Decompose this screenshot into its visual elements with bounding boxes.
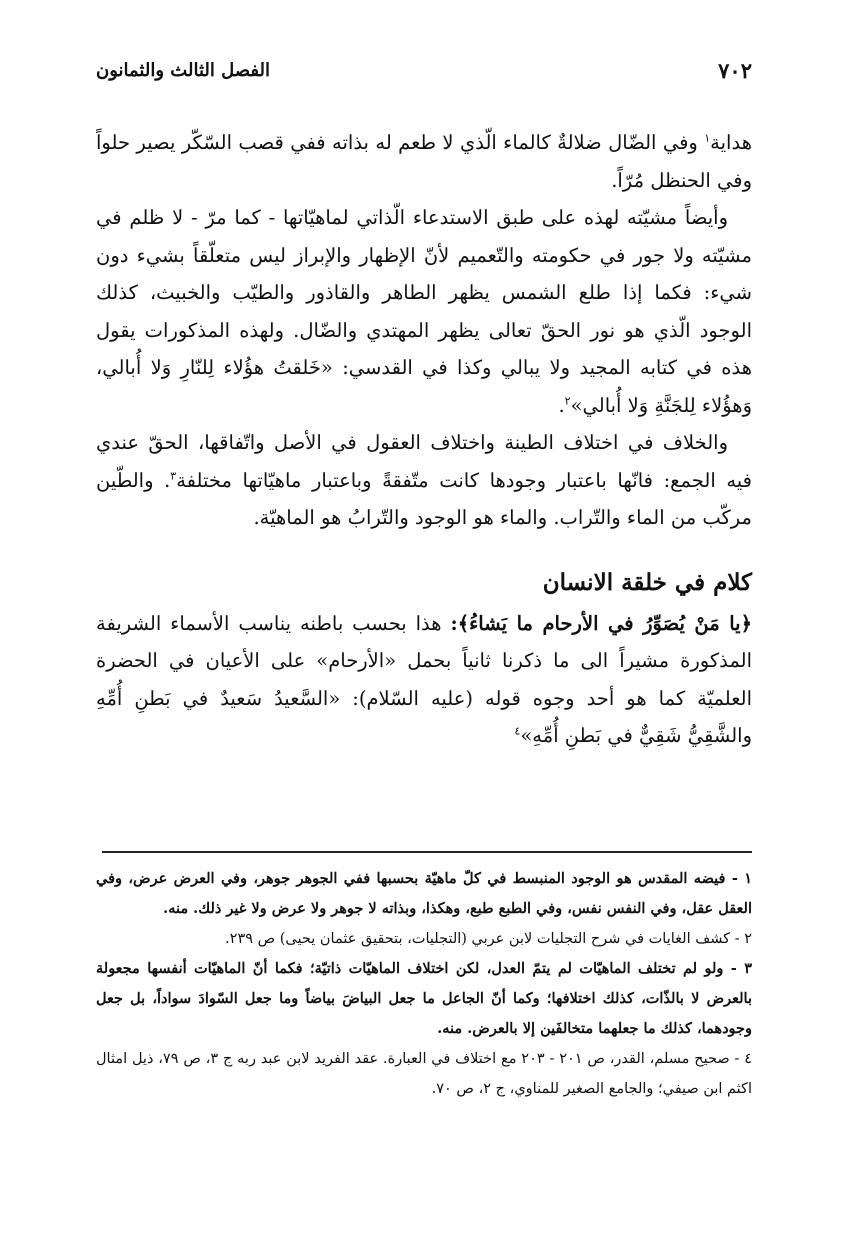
quranic-verse: ﴿يا مَنْ يُصَوِّرُ في الأرحام ما يَشاءُ﴾: <box>450 611 752 635</box>
book-page <box>96 0 752 1247</box>
page-number: ٧٠٢ <box>718 58 752 83</box>
footnote-separator <box>102 851 752 853</box>
footnote-2: ٢ - كشف الغايات في شرح التجليات لابن عربي (التجليات، بتحقيق عثمان يحيى) ص ٢٣٩. <box>225 931 752 947</box>
paragraph-3: والخلاف في اختلاف الطينة واختلاف العقول في الأصل واتّفاقها، الحقّ عندي فيه الجمع: فانّها باعتبار وجودها كانت متّفقةً وباعتبار ماهيّاتها مختلفة$^٣$. والطّين مركّب من الماء والتّراب. والماء هو الوجود والتّرابُ هو الماهيّة. <box>96 431 752 529</box>
main-text <box>96 124 752 755</box>
footnote-ref-4: ٤ <box>514 724 521 738</box>
paragraph-4: ﴿يا مَنْ يُصَوِّرُ في الأرحام ما يَشاءُ﴾: هذا بحسب باطنه يناسب الأسماء الشريفة المذكورة مشيراً الى ما ذكرنا ثانياً بحمل «الأرحام» على الأعيان في الحضرة العلميّة كما هو أحد وجوه قوله (عليه السّلام): «السَّعيدُ سَعيدٌ في بَطنِ أُمِّهِ والشَّقِيُّ شَقِيٌّ في بَطنِ أُمِّهِ»$^٤$ <box>96 611 753 747</box>
footnotes <box>96 864 752 1104</box>
footnote-1: ١ - فيضه المقدس هو الوجود المنبسط في كلّ ماهيّة بحسبها ففي الجوهر جوهر، وفي العرض عرض، وفي العقل عقل، وفي النفس نفس، وفي الطبع طبع، وهكذا، وبذاته لا جوهر ولا عرض ولا غير ذلك. منه. <box>96 870 752 917</box>
paragraph-1: هداية$^١$ وفي الضّال ضلالةٌ كالماء الّذي لا طعم له بذاته ففي قصب السّكّر يصير حلواً وفي الحنظل مُرّاً. <box>96 131 752 192</box>
section-heading: كلام في خلقة الانسان <box>542 568 752 596</box>
footnote-3: ٣ - ولو لم تختلف الماهيّات لم يتمّ العدل، لكن اختلاف الماهيّات ذاتيّة؛ فكما أنّ الماهيّات أنفسها مجعولة بالعرض لا بالذّات، كذلك اختلافها؛ وكما أنّ الجاعل ما جعل البياضَ بياضاً وما جعل السّوادَ سواداً، بل جعل وجودهما، كذلك ما جعلهما متخالفَين إلا بالعرض. منه. <box>96 960 752 1037</box>
paragraph-2: وأيضاً مشيّته لهذه على طبق الاستدعاء الّذاتي لماهيّاتها - كما مرّ - لا ظلم في مشيّته ولا جور في حكومته والتّعميم لأنّ الإظهار والإبراز ليس متعلّقاً بشيء دون شيء: فكما إذا طلع الشمس يظهر الطاهر والقاذور والطيّب والخبيث، كذلك الوجود الّذي هو نور الحقّ تعالى يظهر المهتدي والضّال. ولهذه المذكورات يقول هذه في كتابه المجيد ولا يبالي وكذا في القدسي: «خَلقتُ هؤُلاء لِلنّارِ وَلا أُبالي، وَهؤُلاء لِلجَنَّةِ وَلا أُبالي»$^٢$. <box>96 206 752 417</box>
footnote-4: ٤ - صحيح مسلم، القدر، ص ٢٠١ - ٢٠٣ مع اختلاف في العبارة. عقد الفريد لابن عبد ربه ج ٣، ص ٧٩، ذيل امثال اكثم ابن صيفي؛ والجامع الصغير للمناوي، ج ٢، ص ٧٠. <box>96 1051 752 1097</box>
footnote-ref-1: ١ <box>704 131 711 145</box>
running-header <box>96 58 752 88</box>
footnote-ref-3: ٣ <box>170 469 177 482</box>
footnote-ref-2: ٢ <box>564 394 571 407</box>
chapter-title: الفصل الثالث والثمانون <box>96 60 270 81</box>
